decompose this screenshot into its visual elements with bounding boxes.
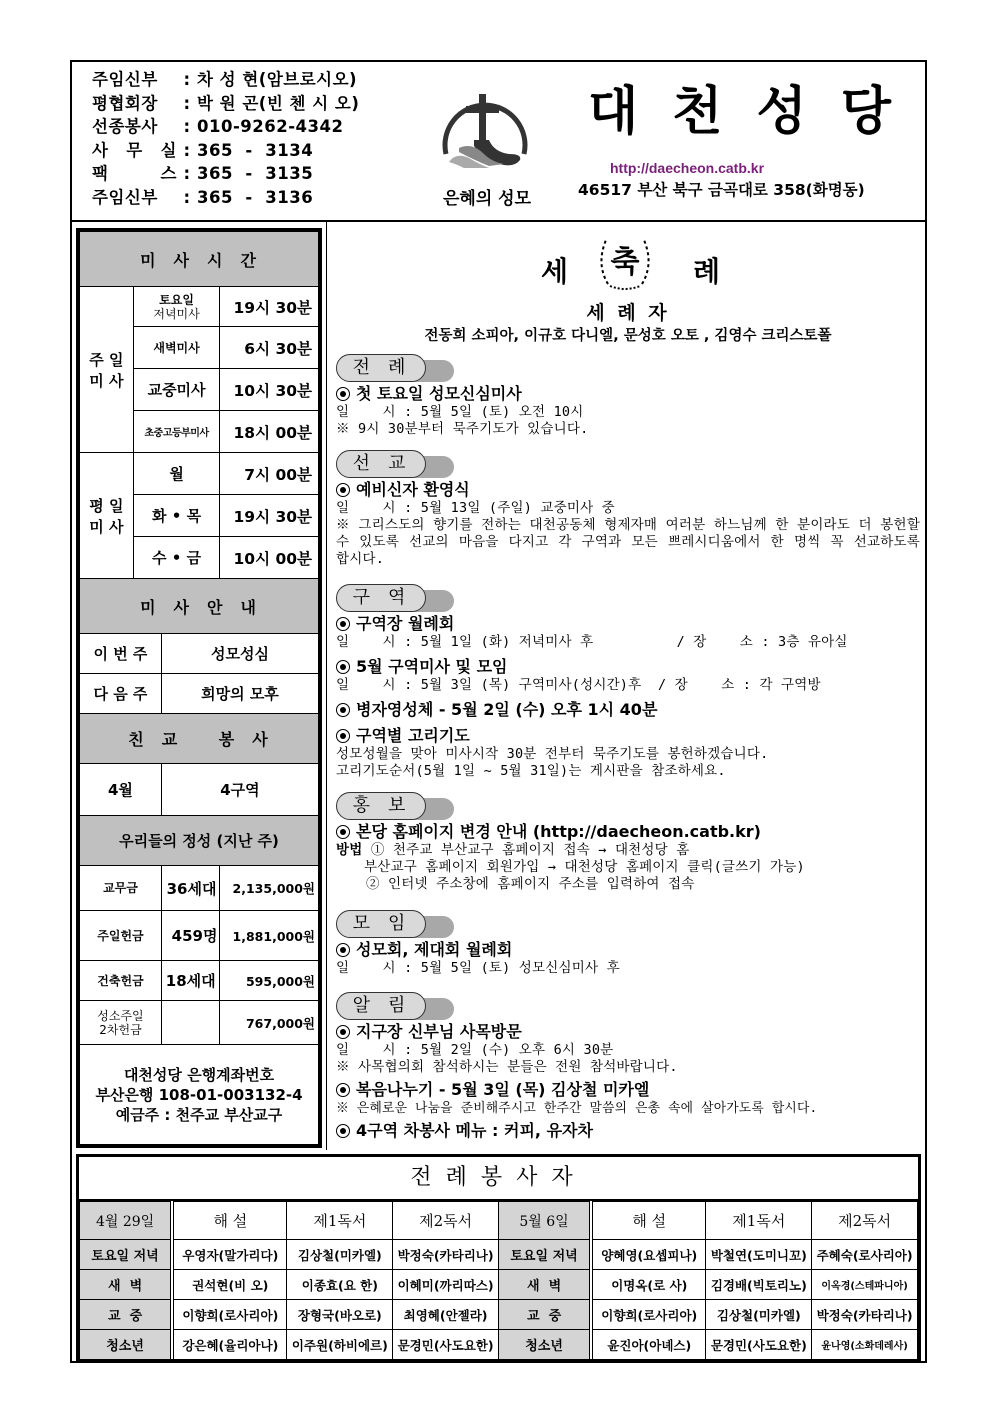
table-row [80,1270,918,1300]
separator: : [183,140,191,160]
mass-label: 청소년 [80,1330,173,1360]
weekday-mass-label: 평 일 미 사 [80,453,134,579]
mass-time: 19시 30분 [220,495,319,537]
section-liturgy [336,354,920,438]
bullet-icon [336,483,350,497]
item-title: 성모회, 제대회 월례회 [336,940,920,960]
announcements [336,228,920,1140]
server-name: 이혜미(까리따스) [393,1270,499,1300]
offering-count [161,1001,220,1045]
server-name: 최영혜(안젤라) [393,1300,499,1330]
address: 46517 부산 북구 금곡대로 358(화명동) [578,181,865,199]
item-line: 일 시 : 5월 2일 (수) 오후 6시 30분 [336,1042,614,1058]
mass-label: 새 벽 [80,1270,173,1300]
offering-name: 성소주일 2차헌금 [80,1001,162,1045]
item-line: 고리기도순서(5월 1일 ~ 5월 31일)는 게시판을 참조하세요. [336,763,726,779]
banner-char: 례 [693,255,721,288]
mass-label: 교 중 [80,1300,173,1330]
item-line: ※ 은혜로운 나눔을 준비해주시고 한주간 말씀의 은총 속에 살아가도록 합시다. [336,1101,818,1116]
item-line: 부산교구 홈페이지 회원가입 → 대천성당 홈페이지 클릭(글쓰기 가능) [364,859,805,875]
section-tag: 홍보 [336,792,432,822]
info-value: 365 - 3136 [197,187,314,207]
info-label: 주임신부 [92,70,158,89]
sunday-mass-label: 주 일 미 사 [80,287,134,453]
church-title: 대천성당 [588,82,925,142]
item-title: 지구장 신부님 사목방문 [336,1022,920,1042]
fellowship-header: 친교 봉사 [80,714,319,764]
mass-label: 교 중 [498,1300,591,1330]
mass-time: 18시 00분 [220,411,319,453]
info-label: 선종봉사 [92,117,158,136]
item-line: 일 시 : 5월 5일 (토) 성모신심미사 후 [336,960,620,976]
section-promotion [336,792,920,893]
item-title: 본당 홈페이지 변경 안내 (http://daecheon.catb.kr) [336,822,920,842]
server-name: 김경배(빅토리노) [706,1270,812,1300]
guide-label: 이 번 주 [80,634,162,674]
mass-time: 10시 30분 [220,369,319,411]
info-value: 010-9262-4342 [197,117,344,136]
bank-holder: 예금주 : 천주교 부산교구 [115,1105,283,1124]
bullet-icon [336,1083,350,1097]
item-title: 구역별 고리기도 [336,726,920,746]
mass-label: 청소년 [498,1330,591,1360]
item-title: 예비신자 환영식 [336,480,920,500]
server-name: 김상철(미카엘) [706,1300,812,1330]
column-divider [326,222,327,1150]
section-tag: 알림 [336,992,432,1022]
item-title: 5월 구역미사 및 모임 [336,657,920,677]
bullet-icon [336,387,350,401]
offering-amount: 2,135,000원 [220,866,319,911]
item-title: 4구역 차봉사 메뉴 : 커피, 유자차 [336,1121,920,1141]
server-name: 박정숙(카타리나) [812,1300,918,1330]
info-row [92,139,359,163]
bank-account-number: 부산은행 108-01-003132-4 [95,1085,303,1104]
server-name: 이종효(요 한) [287,1270,393,1300]
offering-amount: 595,000원 [220,961,319,1001]
contact-info [92,68,359,209]
mass-name: 교중미사 [133,369,220,411]
item-paragraph: ※ 그리스도의 향기를 전하는 대천공동체 형제자매 여러분 하느님께 한 분이라도 더 봉헌할 수 있도록 선교의 마음을 다지고 각 구역과 모든 쁘레시디움에서 한 명씩 꼭 선교하도록 합시다. [336,517,920,567]
laurel-wreath-icon [594,228,656,294]
guide-value: 성모성심 [161,634,318,674]
mass-time: 10시 00분 [220,537,319,579]
mass-time: 7시 00분 [220,453,319,495]
header [70,60,927,222]
guide-value: 희망의 모후 [161,674,318,714]
church-logo-icon [434,82,534,172]
mass-guide-header: 미사안내 [80,579,319,634]
section-tag: 구역 [336,584,432,614]
offering-count: 459명 [161,911,220,961]
left-info-panel [76,228,322,1148]
item-line: 일 시 : 5월 1일 (화) 저녁미사 후 / 장 소 : 3층 유아실 [336,634,848,650]
offering-header: 우리들의 정성 (지난 주) [80,816,319,866]
info-value: 365 - 3135 [197,164,314,183]
section-mission [336,450,920,568]
separator: : [183,187,191,207]
info-label: 주임신부 [92,187,158,207]
bank-title: 대천성당 은행계좌번호 [123,1065,275,1084]
section-notice [336,992,920,1141]
guide-label: 다 음 주 [80,674,162,714]
bullet-icon [336,1124,350,1138]
server-name: 권석현(비 오) [172,1270,287,1300]
server-name: 박철연(도미니꼬) [706,1240,812,1270]
column-header: 제1독서 [706,1202,812,1240]
item-line: ② 인터넷 주소창에 홈페이지 주소를 입력하여 접속 [366,876,695,892]
item-line: 방법 ① 천주교 부산교구 홈페이지 접속 → 대천성당 홈 [336,842,690,858]
item-line: 일 시 : 5월 3일 (목) 구역미사(성시간)후 / 장 소 : 각 구역방 [336,677,821,693]
offering-amount: 1,881,000원 [220,911,319,961]
svg-text:축: 축 [610,245,640,280]
separator: : [183,117,191,136]
mass-time: 6시 30분 [220,327,319,369]
info-label: 사 무 실 [92,140,177,160]
server-name: 윤진아(아녜스) [591,1330,706,1360]
info-row [92,115,359,139]
fellowship-month: 4월 [80,764,162,816]
server-name: 장형국(바오로) [287,1300,393,1330]
bullet-icon [336,729,350,743]
info-row [92,92,359,116]
server-name: 이향희(로사리아) [591,1300,706,1330]
section-tag: 모임 [336,910,432,940]
server-name: 이명옥(로 사) [591,1270,706,1300]
server-name: 우영자(말가리다) [172,1240,287,1270]
separator: : [183,93,191,113]
server-name: 문경민(사도요한) [706,1330,812,1360]
fellowship-district: 4구역 [161,764,318,816]
item-title: 구역장 월례회 [336,614,920,634]
item-line: 성모성월을 맞아 미사시작 30분 전부터 묵주기도를 봉헌하겠습니다. [336,746,769,762]
item-line: 일 시 : 5월 5일 (토) 오전 10시 [336,404,584,420]
offering-count: 36세대 [161,866,220,911]
table-row [80,1240,918,1270]
item-line: 일 시 : 5월 13일 (주일) 교중미사 중 [336,500,615,516]
mass-times-header: 미사시간 [80,232,319,287]
mass-time: 19시 30분 [220,287,319,327]
offering-count: 18세대 [161,961,220,1001]
mass-name: 새벽미사 [133,327,220,369]
item-title: 병자영성체 - 5월 2일 (수) 오후 1시 40분 [336,700,920,720]
item-line: ※ 9시 30분부터 묵주기도가 있습니다. [336,421,589,437]
bullet-icon [336,1025,350,1039]
offering-name: 주일헌금 [80,911,162,961]
week-date: 5월 6일 [498,1202,591,1240]
banner-char: 세 [541,255,569,288]
mass-label: 새 벽 [498,1270,591,1300]
bank-account-info [80,1045,319,1145]
info-value: 365 - 3134 [197,140,314,160]
item-line: ※ 사목협의회 참석하시는 분들은 전원 참석바랍니다. [336,1059,678,1075]
server-name: 이향희(로사리아) [172,1300,287,1330]
server-name: 이옥경(스테파니아) [812,1270,918,1300]
mass-name: 초중고등부미사 [133,411,220,453]
baptism-banner [336,228,920,348]
column-header: 해 설 [172,1202,287,1240]
bullet-icon [336,943,350,957]
mass-name: 토요일 저녁미사 [133,287,220,327]
separator: : [183,164,191,183]
website-link[interactable]: http://daecheon.catb.kr [610,160,765,176]
liturgy-servers-title: 전례봉사자 [79,1157,918,1201]
bullet-icon [336,703,350,717]
server-name: 김상철(미카엘) [287,1240,393,1270]
server-name: 윤나영(소화데레사) [812,1330,918,1360]
info-row [92,162,359,186]
item-title: 복음나누기 - 5월 3일 (목) 김상철 미카엘 [336,1080,920,1100]
baptized-title: 세 례 자 [586,302,670,324]
weekday-name: 월 [133,453,220,495]
section-tag: 전례 [336,354,432,384]
weekday-name: 수 • 금 [133,537,220,579]
mass-label: 토요일 저녁 [498,1240,591,1270]
server-name: 양혜영(요셉피나) [591,1240,706,1270]
logo-caption: 은혜의 성모 [442,189,532,209]
liturgy-servers-table [76,1154,921,1362]
section-meeting [336,910,920,977]
info-label: 평협회장 [92,93,158,113]
bullet-icon [336,825,350,839]
server-name: 주혜숙(로사리아) [812,1240,918,1270]
server-name: 박정숙(카타리나) [393,1240,499,1270]
baptized-names: 전동희 소피아, 이규호 다니엘, 문성호 오토 , 김영수 크리스토폴 [424,328,832,344]
info-row [92,186,359,210]
server-name: 이주원(하비에르) [287,1330,393,1360]
info-value: 박 원 곤(빈 첸 시 오) [197,93,360,113]
table-row [80,1300,918,1330]
server-name: 문경민(사도요한) [393,1330,499,1360]
table-header-row [80,1202,918,1240]
mass-label: 토요일 저녁 [80,1240,173,1270]
section-district [336,584,920,780]
separator: : [183,70,191,89]
column-header: 제2독서 [393,1202,499,1240]
info-row [92,68,359,92]
section-tag: 선교 [336,450,432,480]
info-label: 팩 스 [92,164,177,183]
info-value: 차 성 현(암브로시오) [197,70,358,89]
column-header: 제2독서 [812,1202,918,1240]
table-row [80,1330,918,1360]
item-title: 첫 토요일 성모신심미사 [336,384,920,404]
column-header: 제1독서 [287,1202,393,1240]
bullet-icon [336,617,350,631]
bullet-icon [336,660,350,674]
week-date: 4월 29일 [80,1202,173,1240]
offering-name: 건축헌금 [80,961,162,1001]
weekday-name: 화 • 목 [133,495,220,537]
offering-name: 교무금 [80,866,162,911]
column-header: 해 설 [591,1202,706,1240]
server-name: 강은혜(율리아나) [172,1330,287,1360]
offering-amount: 767,000원 [220,1001,319,1045]
